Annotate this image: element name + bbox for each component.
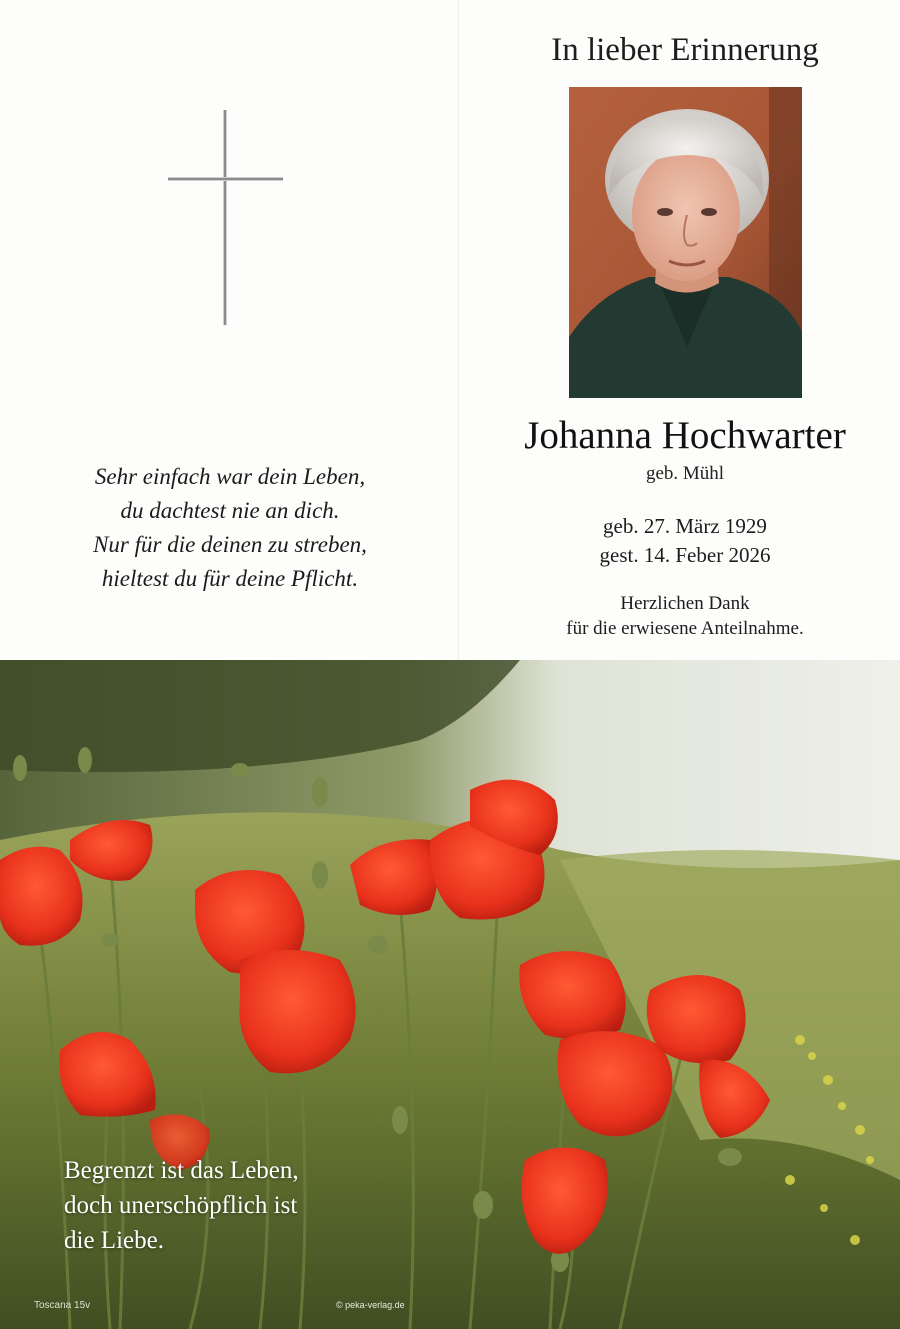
thanks-line: für die erwiesene Anteilnahme.: [566, 618, 804, 639]
deceased-name: Johanna Hochwarter: [524, 414, 846, 457]
poem-line: du dachtest nie an dich.: [120, 498, 340, 523]
poem-line: Sehr einfach war dein Leben,: [94, 464, 366, 489]
birth-date: geb. 27. März 1929: [603, 514, 767, 538]
fold-line: [458, 0, 459, 660]
thanks-note: [470, 591, 900, 641]
thanks-line: Herzlichen Dank: [620, 593, 750, 614]
memorial-poem: [30, 460, 430, 596]
verse-line: doch unerschöpflich ist: [64, 1192, 298, 1219]
memory-heading: In lieber Erinnerung: [551, 32, 819, 68]
verse-line: Begrenzt ist das Leben,: [64, 1157, 299, 1184]
life-dates: [470, 512, 900, 570]
maiden-name: geb. Mühl: [645, 463, 725, 484]
verse-line: die Liebe.: [64, 1227, 164, 1254]
publisher-credit: © peka-verlag.de: [336, 1300, 405, 1310]
card-code: Toscana 15v: [34, 1300, 91, 1311]
poem-line: hieltest du für deine Pflicht.: [101, 566, 359, 591]
poem-line: Nur für die deinen zu streben,: [93, 532, 367, 557]
closing-verse: [64, 1153, 484, 1258]
death-date: gest. 14. Feber 2026: [599, 543, 771, 567]
cross-icon: [168, 110, 283, 325]
portrait-photo: [569, 87, 802, 398]
